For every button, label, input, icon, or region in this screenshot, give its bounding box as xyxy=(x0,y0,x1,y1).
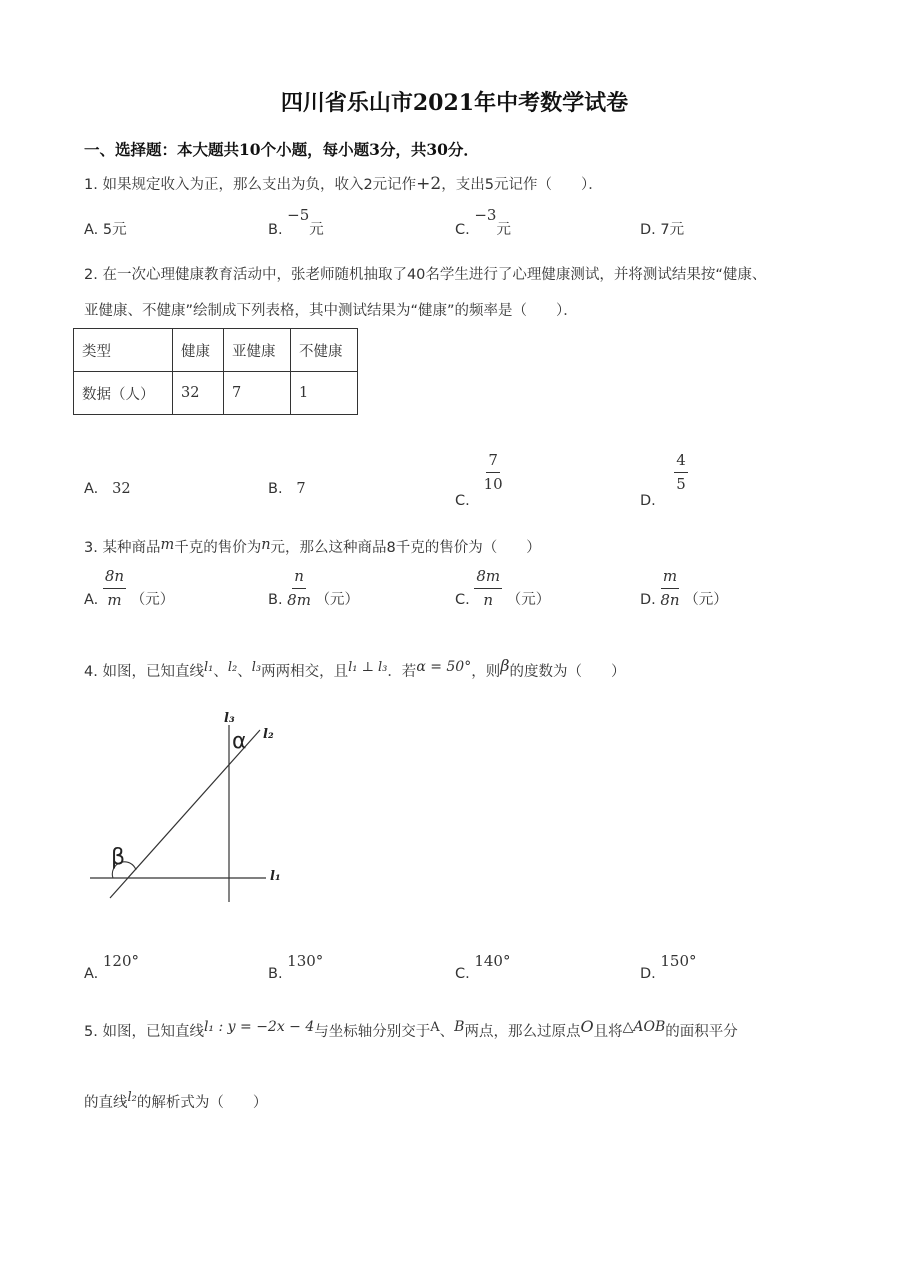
question-5: 5. 如图，已知直线l₁ : y = −2x − 4与坐标轴分别交于A、B两点，那么过原点O且将△AOB的面积平分 xyxy=(84,1017,738,1040)
fraction: $\frac{8n}{m}$ xyxy=(104,567,125,609)
q1-option-a[interactable]: A. 5元 xyxy=(84,222,127,238)
table-cell: 不健康 xyxy=(291,329,358,372)
table-cell: 数据（人） xyxy=(74,372,173,415)
q4-option-d[interactable]: D. 150° xyxy=(640,952,697,982)
line-l2 xyxy=(110,730,260,898)
table-cell: 健康 xyxy=(173,329,224,372)
q1-math-plus2: +2 xyxy=(416,174,442,194)
table-cell: 32 xyxy=(173,372,224,415)
table-row xyxy=(74,372,358,415)
q1-option-c[interactable]: C. −3元 xyxy=(455,206,511,238)
label-l2: l₂ xyxy=(263,727,274,742)
q2-data-table xyxy=(73,328,358,415)
fraction: $\frac{8m}{n}$ xyxy=(476,567,501,609)
table-cell: 1 xyxy=(291,372,358,415)
table-cell: 7 xyxy=(224,372,291,415)
q4-option-c[interactable]: C. 140° xyxy=(455,952,511,982)
q2-option-a[interactable]: A. 32 xyxy=(84,481,131,497)
table-header-row xyxy=(74,329,358,372)
question-3: 3. 某种商品m千克的售价为n元，那么这种商品8千克的售价为（ ） xyxy=(84,537,541,556)
section-heading: 一、选择题：本大题共10个小题，每小题3分，共30分． xyxy=(84,140,479,159)
q3-option-d[interactable]: D. $\frac{m}{8n}$ （元） xyxy=(640,567,728,609)
q2-option-c[interactable]: C. $\frac{7}{10}$ xyxy=(455,451,503,509)
q1-option-b[interactable]: B. −5元 xyxy=(268,206,324,238)
q2-line-2: 亚健康、不健康”绘制成下列表格，其中测试结果为“健康”的频率是（ ）． xyxy=(84,303,578,319)
q3-option-b[interactable]: B. $\frac{n}{8m}$ （元） xyxy=(268,567,360,609)
table-cell: 类型 xyxy=(74,329,173,372)
question-1 xyxy=(84,173,603,194)
q4-option-b[interactable]: B. 130° xyxy=(268,952,324,982)
q1-option-d[interactable]: D. 7元 xyxy=(640,222,685,238)
fraction: $\frac{m}{8n}$ xyxy=(660,567,680,609)
q2-line-1: 2. 在一次心理健康教育活动中，张老师随机抽取了40名学生进行了心理健康测试，并将测试结果按“健康、 xyxy=(84,267,767,283)
q4-option-a[interactable]: A. 120° xyxy=(84,952,140,982)
table-cell: 亚健康 xyxy=(224,329,291,372)
fraction: $\frac{7}{10}$ xyxy=(483,451,503,493)
q2-option-b[interactable]: B. 7 xyxy=(268,481,306,497)
q3-option-a[interactable]: A. $\frac{8n}{m}$ （元） xyxy=(84,567,175,609)
fraction: $\frac{n}{8m}$ xyxy=(287,567,311,609)
question-4: 4. 如图，已知直线l₁、l₂、l₃两两相交，且l₁ ⊥ l₃．若α = 50°，则β的度数为（ ） xyxy=(84,656,626,680)
q3-option-c[interactable]: C. $\frac{8m}{n}$ （元） xyxy=(455,567,551,609)
q1-text-end: ，支出5元记作（ ）． xyxy=(441,177,603,193)
question-5-line-2: 的直线l₂的解析式为（ ） xyxy=(84,1090,268,1111)
page-title: 四川省乐山市2021年中考数学试卷 xyxy=(280,90,629,116)
label-alpha: α xyxy=(232,729,247,754)
q1-text: 1. 如果规定收入为正，那么支出为负，收入2元记作 xyxy=(84,177,417,193)
label-l1: l₁ xyxy=(270,869,281,884)
fraction: $\frac{4}{5}$ xyxy=(676,451,686,493)
q4-figure xyxy=(80,700,310,915)
label-beta: β xyxy=(111,845,126,870)
q2-option-d[interactable]: D. $\frac{4}{5}$ xyxy=(640,451,686,509)
label-l3: l₃ xyxy=(224,711,235,726)
